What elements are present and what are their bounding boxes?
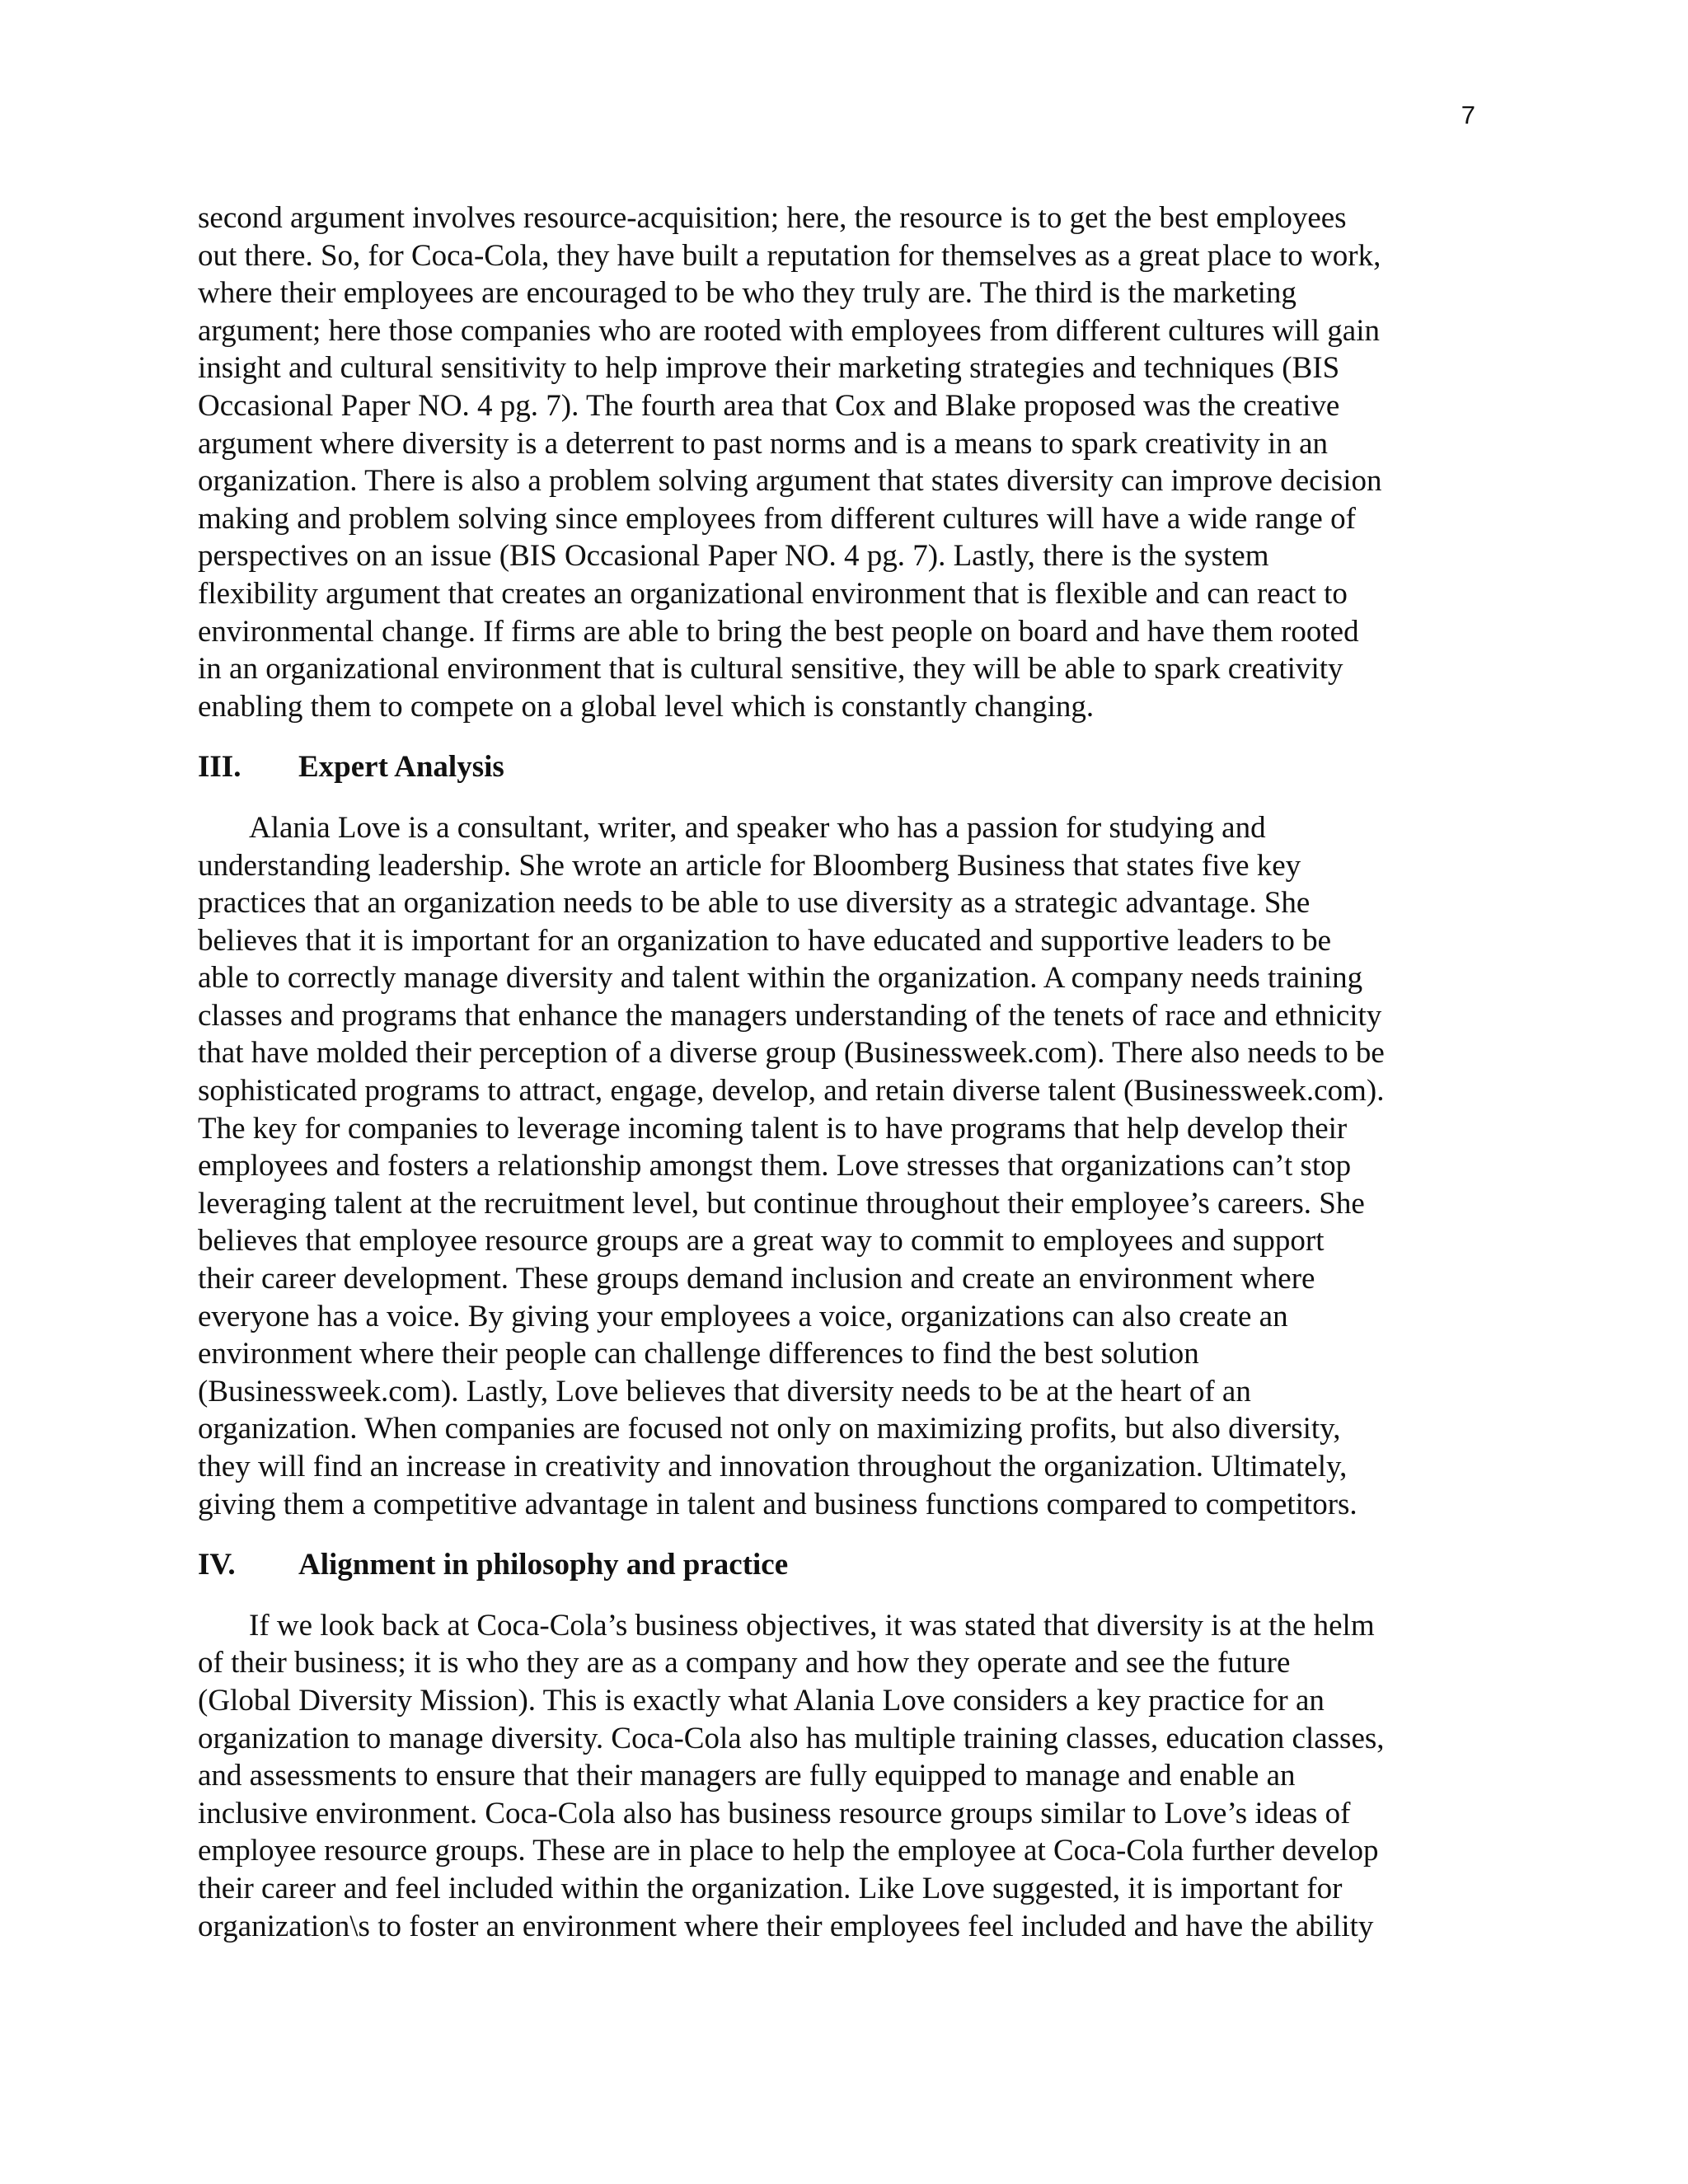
text-line: organization\s to foster an environment where their employees feel included and have the ability: [198, 1909, 1374, 1943]
text-line: out there. So, for Coca-Cola, they have built a reputation for themselves as a great place to work,: [198, 238, 1381, 273]
section-title: Alignment in philosophy and practice: [298, 1548, 789, 1582]
text-line: where their employees are encouraged to be who they truly are. The third is the marketing: [198, 276, 1296, 311]
text-line: flexibility argument that creates an organizational environment that is flexible and can react to: [198, 576, 1348, 611]
paragraph-expert-analysis: [198, 809, 1500, 1523]
text-line: environment where their people can challenge differences to find the best solution: [198, 1337, 1199, 1371]
section-heading-alignment: [198, 1546, 1500, 1584]
text-line: that have molded their perception of a diverse group (Businessweek.com). There also needs to be: [198, 1036, 1385, 1071]
text-line: in an organizational environment that is cultural sensitive, they will be able to spark creativity: [198, 652, 1343, 687]
text-line: believes that it is important for an organization to have educated and supportive leaders to be: [198, 923, 1332, 958]
section-title: Expert Analysis: [298, 750, 504, 785]
text-line: insight and cultural sensitivity to help improve their marketing strategies and techniques (BIS: [198, 351, 1340, 386]
text-line: organization. When companies are focused not only on maximizing profits, but also diversity,: [198, 1412, 1341, 1446]
text-line: (Businessweek.com). Lastly, Love believes that diversity needs to be at the heart of an: [198, 1374, 1251, 1408]
paragraph-arguments: [198, 199, 1500, 725]
text-line: classes and programs that enhance the managers understanding of the tenets of race and ethnicity: [198, 998, 1382, 1033]
text-line: (Global Diversity Mission). This is exactly what Alania Love considers a key practice for an: [198, 1683, 1325, 1718]
text-line: employee resource groups. These are in place to help the employee at Coca-Cola further develop: [198, 1834, 1379, 1868]
text-line: understanding leadership. She wrote an article for Bloomberg Business that states five key: [198, 848, 1301, 883]
section-heading-expert-analysis: [198, 748, 1500, 786]
text-line: argument; here those companies who are rooted with employees from different cultures will gain: [198, 313, 1381, 348]
text-line: believes that employee resource groups are a great way to commit to employees and support: [198, 1224, 1325, 1258]
text-line: organization to manage diversity. Coca-Cola also has multiple training classes, education classes,: [198, 1721, 1385, 1755]
text-line: their career and feel included within the organization. Like Love suggested, it is important for: [198, 1871, 1343, 1905]
paragraph-alignment: [198, 1607, 1500, 1945]
text-line: they will find an increase in creativity and innovation throughout the organization. Ultimately,: [198, 1450, 1348, 1483]
section-number: III.: [198, 750, 241, 785]
text-line: organization. There is also a problem solving argument that states diversity can improve decision: [198, 464, 1382, 499]
page-number: 7: [1461, 101, 1475, 129]
text-line: enabling them to compete on a global level which is constantly changing.: [198, 689, 1095, 724]
text-line: inclusive environment. Coca-Cola also has business resource groups similar to Love’s ideas of: [198, 1796, 1351, 1830]
text-line: If we look back at Coca-Cola’s business objectives, it was stated that diversity is at the helm: [249, 1608, 1375, 1643]
text-line: everyone has a voice. By giving your employees a voice, organizations can also create an: [198, 1299, 1288, 1333]
text-line: environmental change. If firms are able to bring the best people on board and have them rooted: [198, 614, 1359, 649]
text-line: practices that an organization needs to be able to use diversity as a strategic advantage. She: [198, 886, 1311, 921]
text-line: giving them a competitive advantage in talent and business functions compared to competitors.: [198, 1487, 1357, 1521]
text-line: employees and fosters a relationship amongst them. Love stresses that organizations can’t stop: [198, 1149, 1352, 1183]
text-line: Occasional Paper NO. 4 pg. 7). The fourth area that Cox and Blake proposed was the creative: [198, 388, 1340, 423]
text-line: making and problem solving since employees from different cultures will have a wide range of: [198, 501, 1356, 536]
text-line: Alania Love is a consultant, writer, and speaker who has a passion for studying and: [249, 810, 1266, 845]
text-line: sophisticated programs to attract, engage, develop, and retain diverse talent (Businessweek.com).: [198, 1074, 1385, 1108]
text-line: second argument involves resource-acquisition; here, the resource is to get the best employees: [198, 201, 1347, 235]
text-line: of their business; it is who they are as a company and how they operate and see the future: [198, 1646, 1291, 1680]
section-number: IV.: [198, 1548, 236, 1582]
text-line: able to correctly manage diversity and talent within the organization. A company needs training: [198, 961, 1363, 996]
text-line: and assessments to ensure that their managers are fully equipped to manage and enable an: [198, 1759, 1296, 1793]
text-line: leveraging talent at the recruitment level, but continue throughout their employee’s careers. She: [198, 1186, 1365, 1221]
page-content: [198, 199, 1500, 1945]
text-line: perspectives on an issue (BIS Occasional Paper NO. 4 pg. 7). Lastly, there is the system: [198, 539, 1269, 574]
text-line: argument where diversity is a deterrent to past norms and is a means to spark creativity in an: [198, 426, 1329, 461]
text-line: their career development. These groups demand inclusion and create an environment where: [198, 1262, 1315, 1296]
text-line: The key for companies to leverage incoming talent is to have programs that help develop their: [198, 1111, 1348, 1146]
